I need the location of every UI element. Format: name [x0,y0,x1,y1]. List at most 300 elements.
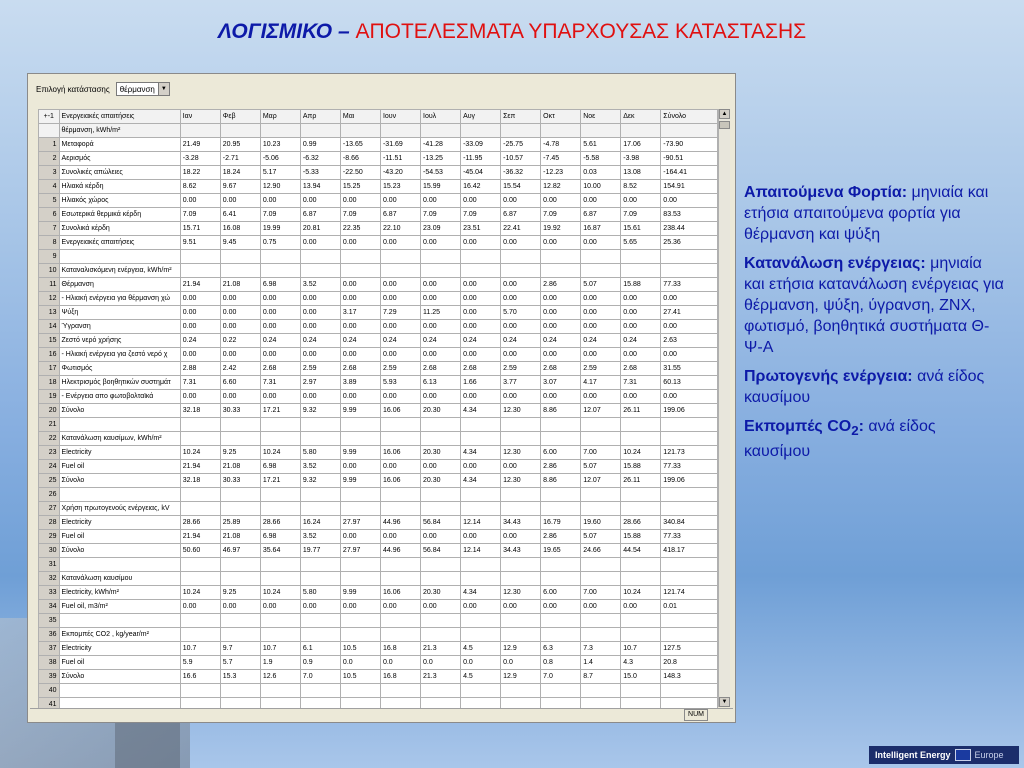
grid-cell[interactable]: -11.95 [461,152,501,166]
grid-cell[interactable]: 0.0 [340,656,380,670]
grid-cell[interactable] [220,558,260,572]
grid-cell[interactable]: 12.9 [501,670,541,684]
grid-cell[interactable]: 20.30 [421,474,461,488]
grid-cell[interactable]: -5.06 [260,152,300,166]
grid-cell[interactable]: 8.62 [180,180,220,194]
column-header[interactable]: Δεκ [621,110,661,124]
grid-cell[interactable] [220,418,260,432]
grid-cell[interactable] [180,614,220,628]
grid-cell[interactable] [220,432,260,446]
grid-cell[interactable]: -11.51 [380,152,420,166]
grid-cell[interactable]: 6.87 [380,208,420,222]
grid-cell[interactable]: 0.01 [661,600,718,614]
grid-cell[interactable]: 9.51 [180,236,220,250]
grid-cell[interactable] [59,250,180,264]
grid-cell[interactable]: 7.00 [581,586,621,600]
grid-cell[interactable]: 16.08 [220,222,260,236]
grid-cell[interactable]: 15.88 [621,530,661,544]
grid-cell[interactable] [541,684,581,698]
row-number[interactable]: 6 [39,208,60,222]
row-number[interactable]: 32 [39,572,60,586]
grid-cell[interactable]: 0.0 [421,656,461,670]
grid-cell[interactable] [180,264,220,278]
grid-cell[interactable]: -36.32 [501,166,541,180]
grid-cell[interactable]: 4.34 [461,586,501,600]
grid-cell[interactable]: - Ενέργεια απο φωτοβολταϊκά [59,390,180,404]
grid-cell[interactable]: 20.95 [220,138,260,152]
grid-cell[interactable]: 0.00 [300,306,340,320]
grid-cell[interactable]: 0.00 [421,460,461,474]
grid-cell[interactable] [621,418,661,432]
grid-cell[interactable]: 15.23 [380,180,420,194]
grid-cell[interactable]: 9.7 [220,642,260,656]
row-number[interactable]: 36 [39,628,60,642]
grid-cell[interactable]: 10.24 [621,446,661,460]
grid-cell[interactable]: 3.07 [541,376,581,390]
grid-cell[interactable] [340,264,380,278]
grid-cell[interactable] [260,264,300,278]
grid-cell[interactable] [581,488,621,502]
grid-cell[interactable]: 9.99 [340,474,380,488]
grid-cell[interactable]: 4.5 [461,642,501,656]
grid-cell[interactable]: 0.00 [461,194,501,208]
row-number[interactable]: 21 [39,418,60,432]
grid-cell[interactable]: 0.00 [501,348,541,362]
grid-cell[interactable]: 15.88 [621,460,661,474]
row-number[interactable]: 8 [39,236,60,250]
grid-cell[interactable]: 56.84 [421,544,461,558]
grid-cell[interactable] [621,432,661,446]
grid-cell[interactable]: 4.5 [461,670,501,684]
grid-cell[interactable]: 10.24 [260,446,300,460]
grid-cell[interactable]: 0.00 [340,460,380,474]
grid-cell[interactable]: 0.24 [461,334,501,348]
grid-cell[interactable]: 0.00 [260,320,300,334]
grid-cell[interactable] [180,250,220,264]
grid-cell[interactable]: 6.00 [541,446,581,460]
grid-cell[interactable] [661,264,718,278]
scroll-down-icon[interactable]: ▼ [719,697,730,707]
grid-cell[interactable] [260,614,300,628]
grid-cell[interactable]: Κατανάλωση καυσίμου [59,572,180,586]
grid-cell[interactable]: 0.00 [581,194,621,208]
grid-cell[interactable]: 0.22 [220,334,260,348]
grid-cell[interactable]: 5.17 [260,166,300,180]
grid-cell[interactable] [220,250,260,264]
grid-cell[interactable]: Εκπομπές CO2 , kg/year/m² [59,628,180,642]
grid-cell[interactable] [340,628,380,642]
grid-cell[interactable] [380,432,420,446]
row-number[interactable]: 33 [39,586,60,600]
grid-cell[interactable]: 0.00 [621,306,661,320]
row-number[interactable]: 9 [39,250,60,264]
grid-cell[interactable]: 2.86 [541,278,581,292]
grid-cell[interactable]: 0.00 [461,600,501,614]
grid-cell[interactable]: 154.91 [661,180,718,194]
row-number[interactable]: 2 [39,152,60,166]
grid-cell[interactable] [260,418,300,432]
grid-cell[interactable]: 4.3 [621,656,661,670]
grid-cell[interactable]: 32.18 [180,404,220,418]
grid-cell[interactable]: 2.86 [541,460,581,474]
grid-cell[interactable]: 21.3 [421,642,461,656]
state-selector[interactable] [116,82,170,96]
grid-cell[interactable]: 0.00 [581,306,621,320]
grid-cell[interactable] [421,614,461,628]
grid-cell[interactable] [501,628,541,642]
grid-cell[interactable]: 16.79 [541,516,581,530]
grid-cell[interactable]: -25.75 [501,138,541,152]
grid-cell[interactable]: 16.42 [461,180,501,194]
grid-cell[interactable]: 9.32 [300,474,340,488]
grid-cell[interactable]: 0.00 [501,320,541,334]
grid-cell[interactable] [220,488,260,502]
grid-cell[interactable] [380,572,420,586]
row-number[interactable]: 4 [39,180,60,194]
grid-cell[interactable]: 2.42 [220,362,260,376]
grid-cell[interactable] [180,684,220,698]
grid-cell[interactable]: 6.98 [260,460,300,474]
grid-cell[interactable] [380,418,420,432]
grid-cell[interactable] [340,488,380,502]
grid-cell[interactable]: -4.78 [541,138,581,152]
grid-cell[interactable]: 9.99 [340,404,380,418]
grid-cell[interactable]: 0.00 [340,600,380,614]
grid-cell[interactable]: 0.00 [340,390,380,404]
grid-cell[interactable] [220,502,260,516]
grid-cell[interactable] [581,572,621,586]
grid-cell[interactable]: 0.00 [501,600,541,614]
grid-cell[interactable]: 10.23 [260,138,300,152]
grid-cell[interactable]: 0.24 [421,334,461,348]
grid-cell[interactable]: 0.0 [461,656,501,670]
grid-cell[interactable]: -73.90 [661,138,718,152]
grid-cell[interactable] [501,250,541,264]
grid-cell[interactable]: 50.60 [180,544,220,558]
row-number[interactable]: 24 [39,460,60,474]
grid-cell[interactable]: 0.00 [501,236,541,250]
grid-cell[interactable]: 7.09 [421,208,461,222]
grid-cell[interactable]: 8.7 [581,670,621,684]
grid-cell[interactable] [380,558,420,572]
grid-cell[interactable]: 22.41 [501,222,541,236]
grid-cell[interactable]: -13.25 [421,152,461,166]
grid-cell[interactable]: 0.00 [380,320,420,334]
row-number[interactable]: 28 [39,516,60,530]
grid-cell[interactable] [501,488,541,502]
grid-cell[interactable]: 121.74 [661,586,718,600]
grid-cell[interactable]: 10.5 [340,670,380,684]
grid-cell[interactable]: Electricity [59,642,180,656]
grid-cell[interactable]: 0.00 [461,236,501,250]
grid-cell[interactable]: Καταναλισκόμενη ενέργεια, kWh/m² [59,264,180,278]
grid-cell[interactable]: 5.07 [581,278,621,292]
grid-cell[interactable]: Συνολικά κέρδη [59,222,180,236]
grid-cell[interactable]: 20.30 [421,446,461,460]
grid-cell[interactable]: 9.99 [340,446,380,460]
grid-cell[interactable] [300,250,340,264]
grid-cell[interactable]: 0.00 [461,278,501,292]
grid-cell[interactable] [541,488,581,502]
row-number[interactable]: 11 [39,278,60,292]
grid-cell[interactable]: 11.25 [421,306,461,320]
grid-cell[interactable] [541,558,581,572]
grid-cell[interactable] [260,628,300,642]
grid-cell[interactable]: 13.94 [300,180,340,194]
grid-cell[interactable]: 2.59 [380,362,420,376]
grid-cell[interactable]: 9.25 [220,446,260,460]
grid-cell[interactable]: 7.00 [581,446,621,460]
grid-cell[interactable] [300,264,340,278]
grid-cell[interactable]: 8.52 [621,180,661,194]
column-header[interactable]: Αυγ [461,110,501,124]
grid-cell[interactable]: 0.00 [501,278,541,292]
grid-cell[interactable]: -31.69 [380,138,420,152]
grid-cell[interactable]: 0.00 [380,236,420,250]
grid-cell[interactable]: 0.00 [220,390,260,404]
grid-cell[interactable]: -3.98 [621,152,661,166]
row-number[interactable]: 18 [39,376,60,390]
grid-cell[interactable]: 0.00 [501,530,541,544]
row-number[interactable]: 34 [39,600,60,614]
grid-cell[interactable] [380,502,420,516]
grid-cell[interactable] [421,502,461,516]
grid-cell[interactable] [621,572,661,586]
grid-cell[interactable]: 0.24 [300,334,340,348]
grid-cell[interactable]: 12.30 [501,586,541,600]
row-number[interactable]: 16 [39,348,60,362]
grid-cell[interactable]: 0.00 [300,236,340,250]
grid-cell[interactable]: 7.29 [380,306,420,320]
grid-cell[interactable]: 0.00 [300,600,340,614]
scroll-thumb[interactable] [719,121,730,129]
grid-cell[interactable] [541,614,581,628]
grid-cell[interactable]: 0.00 [501,194,541,208]
grid-cell[interactable]: 0.00 [260,292,300,306]
grid-cell[interactable]: 0.00 [541,306,581,320]
grid-cell[interactable]: 2.68 [461,362,501,376]
grid-cell[interactable]: 0.00 [260,348,300,362]
grid-cell[interactable]: 0.00 [340,194,380,208]
grid-cell[interactable] [581,614,621,628]
grid-cell[interactable]: 2.68 [260,362,300,376]
grid-cell[interactable]: -7.45 [541,152,581,166]
grid-cell[interactable]: 0.00 [380,390,420,404]
grid-cell[interactable]: 26.11 [621,404,661,418]
grid-cell[interactable]: 0.00 [340,348,380,362]
grid-cell[interactable]: 0.00 [541,348,581,362]
grid-cell[interactable]: 0.00 [220,600,260,614]
grid-cell[interactable]: 0.00 [421,348,461,362]
grid-cell[interactable] [300,558,340,572]
grid-cell[interactable] [621,488,661,502]
grid-cell[interactable]: Σύνολο [59,404,180,418]
row-number[interactable]: 5 [39,194,60,208]
grid-cell[interactable]: Σύνολο [59,474,180,488]
grid-cell[interactable] [661,558,718,572]
grid-cell[interactable] [461,432,501,446]
column-header[interactable]: Οκτ [541,110,581,124]
grid-cell[interactable]: 7.3 [581,642,621,656]
grid-cell[interactable] [180,432,220,446]
row-number[interactable]: 37 [39,642,60,656]
grid-cell[interactable] [260,250,300,264]
grid-cell[interactable]: 5.70 [501,306,541,320]
grid-cell[interactable]: 12.30 [501,474,541,488]
row-number[interactable]: 35 [39,614,60,628]
grid-cell[interactable] [541,124,581,138]
grid-cell[interactable]: 0.00 [461,306,501,320]
grid-cell[interactable] [180,558,220,572]
grid-cell[interactable]: 6.1 [300,642,340,656]
grid-cell[interactable] [581,684,621,698]
grid-cell[interactable]: 0.00 [581,320,621,334]
grid-cell[interactable]: 20.81 [300,222,340,236]
grid-cell[interactable]: 10.24 [180,586,220,600]
grid-cell[interactable]: 7.09 [260,208,300,222]
grid-cell[interactable] [661,432,718,446]
grid-cell[interactable]: 0.00 [621,600,661,614]
grid-cell[interactable]: 0.00 [180,600,220,614]
grid-cell[interactable]: Fuel oil [59,530,180,544]
grid-corner-cell[interactable]: +-1 [39,110,60,124]
grid-cell[interactable] [621,124,661,138]
column-header[interactable]: Μαρ [260,110,300,124]
grid-cell[interactable]: 0.00 [380,460,420,474]
grid-cell[interactable] [380,488,420,502]
grid-cell[interactable]: Fuel oil, m3/m² [59,600,180,614]
grid-cell[interactable]: 0.00 [501,460,541,474]
grid-cell[interactable]: 0.00 [661,320,718,334]
grid-cell[interactable]: Electricity [59,516,180,530]
grid-cell[interactable]: 2.88 [180,362,220,376]
grid-cell[interactable] [180,572,220,586]
grid-cell[interactable]: -54.53 [421,166,461,180]
row-number[interactable]: 27 [39,502,60,516]
grid-cell[interactable]: 10.24 [621,586,661,600]
grid-cell[interactable] [220,684,260,698]
grid-cell[interactable]: 10.7 [180,642,220,656]
grid-cell[interactable] [260,684,300,698]
grid-cell[interactable]: 0.00 [541,390,581,404]
grid-cell[interactable]: 0.00 [581,390,621,404]
grid-cell[interactable]: 12.30 [501,404,541,418]
grid-cell[interactable] [220,628,260,642]
grid-cell[interactable]: 6.98 [260,278,300,292]
grid-cell[interactable]: 28.66 [260,516,300,530]
grid-cell[interactable]: 0.00 [621,348,661,362]
grid-cell[interactable]: 0.0 [501,656,541,670]
grid-cell[interactable]: 15.99 [421,180,461,194]
grid-cell[interactable]: 2.59 [581,362,621,376]
grid-cell[interactable]: 16.87 [581,222,621,236]
grid-cell[interactable] [340,432,380,446]
grid-cell[interactable]: 0.00 [501,292,541,306]
column-header[interactable]: Απρ [300,110,340,124]
grid-cell[interactable]: 21.94 [180,530,220,544]
grid-cell[interactable]: 0.00 [581,600,621,614]
grid-cell[interactable]: Ζεστό νερό χρήσης [59,334,180,348]
row-number[interactable]: 13 [39,306,60,320]
grid-cell[interactable] [180,124,220,138]
row-number[interactable]: 3 [39,166,60,180]
grid-cell[interactable]: 31.55 [661,362,718,376]
grid-cell[interactable]: 22.10 [380,222,420,236]
grid-cell[interactable]: 23.09 [421,222,461,236]
grid-cell[interactable]: 0.00 [380,530,420,544]
grid-cell[interactable]: 0.00 [461,292,501,306]
grid-cell[interactable]: 0.00 [621,320,661,334]
grid-cell[interactable] [300,124,340,138]
grid-cell[interactable]: 148.3 [661,670,718,684]
grid-cell[interactable]: 8.86 [541,474,581,488]
grid-cell[interactable]: 6.13 [421,376,461,390]
grid-cell[interactable]: -3.28 [180,152,220,166]
grid-cell[interactable]: 15.0 [621,670,661,684]
grid-cell[interactable]: -12.23 [541,166,581,180]
grid-cell[interactable] [421,572,461,586]
grid-cell[interactable]: 15.25 [340,180,380,194]
grid-cell[interactable]: 24.66 [581,544,621,558]
grid-cell[interactable]: 0.00 [541,236,581,250]
row-number[interactable]: 1 [39,138,60,152]
grid-cell[interactable] [501,418,541,432]
grid-cell[interactable] [661,572,718,586]
grid-cell[interactable]: 26.11 [621,474,661,488]
row-number[interactable]: 29 [39,530,60,544]
grid-cell[interactable]: 0.00 [220,306,260,320]
grid-cell[interactable]: 5.7 [220,656,260,670]
grid-cell[interactable]: 1.4 [581,656,621,670]
grid-cell[interactable] [220,124,260,138]
row-number[interactable]: 30 [39,544,60,558]
grid-cell[interactable]: 7.31 [260,376,300,390]
vertical-scrollbar[interactable] [718,109,730,707]
grid-cell[interactable]: 7.0 [541,670,581,684]
grid-cell[interactable]: 0.00 [461,390,501,404]
grid-cell[interactable]: 28.66 [180,516,220,530]
grid-cell[interactable]: 2.68 [621,362,661,376]
column-header[interactable]: Φεβ [220,110,260,124]
grid-cell[interactable]: 0.24 [380,334,420,348]
grid-cell[interactable]: 0.00 [581,236,621,250]
grid-cell[interactable] [260,432,300,446]
grid-cell[interactable] [300,502,340,516]
grid-cell[interactable]: 5.80 [300,446,340,460]
row-number[interactable]: 40 [39,684,60,698]
grid-cell[interactable] [461,250,501,264]
grid-cell[interactable]: 5.9 [180,656,220,670]
grid-cell[interactable]: 6.87 [501,208,541,222]
grid-cell[interactable]: 19.60 [581,516,621,530]
row-number[interactable]: 25 [39,474,60,488]
grid-cell[interactable]: 20.30 [421,404,461,418]
grid-cell[interactable] [421,432,461,446]
grid-cell[interactable]: 7.0 [300,670,340,684]
grid-cell[interactable]: 0.24 [581,334,621,348]
grid-cell[interactable]: -164.41 [661,166,718,180]
grid-cell[interactable]: 9.25 [220,586,260,600]
grid-cell[interactable]: 0.00 [380,194,420,208]
column-header[interactable]: Νοε [581,110,621,124]
grid-cell[interactable]: 0.8 [541,656,581,670]
grid-cell[interactable]: 0.24 [621,334,661,348]
grid-cell[interactable]: Ηλιακά κέρδη [59,180,180,194]
grid-cell[interactable] [340,684,380,698]
grid-cell[interactable]: 0.00 [380,278,420,292]
grid-cell[interactable]: 0.00 [541,194,581,208]
grid-cell[interactable]: 0.00 [581,348,621,362]
